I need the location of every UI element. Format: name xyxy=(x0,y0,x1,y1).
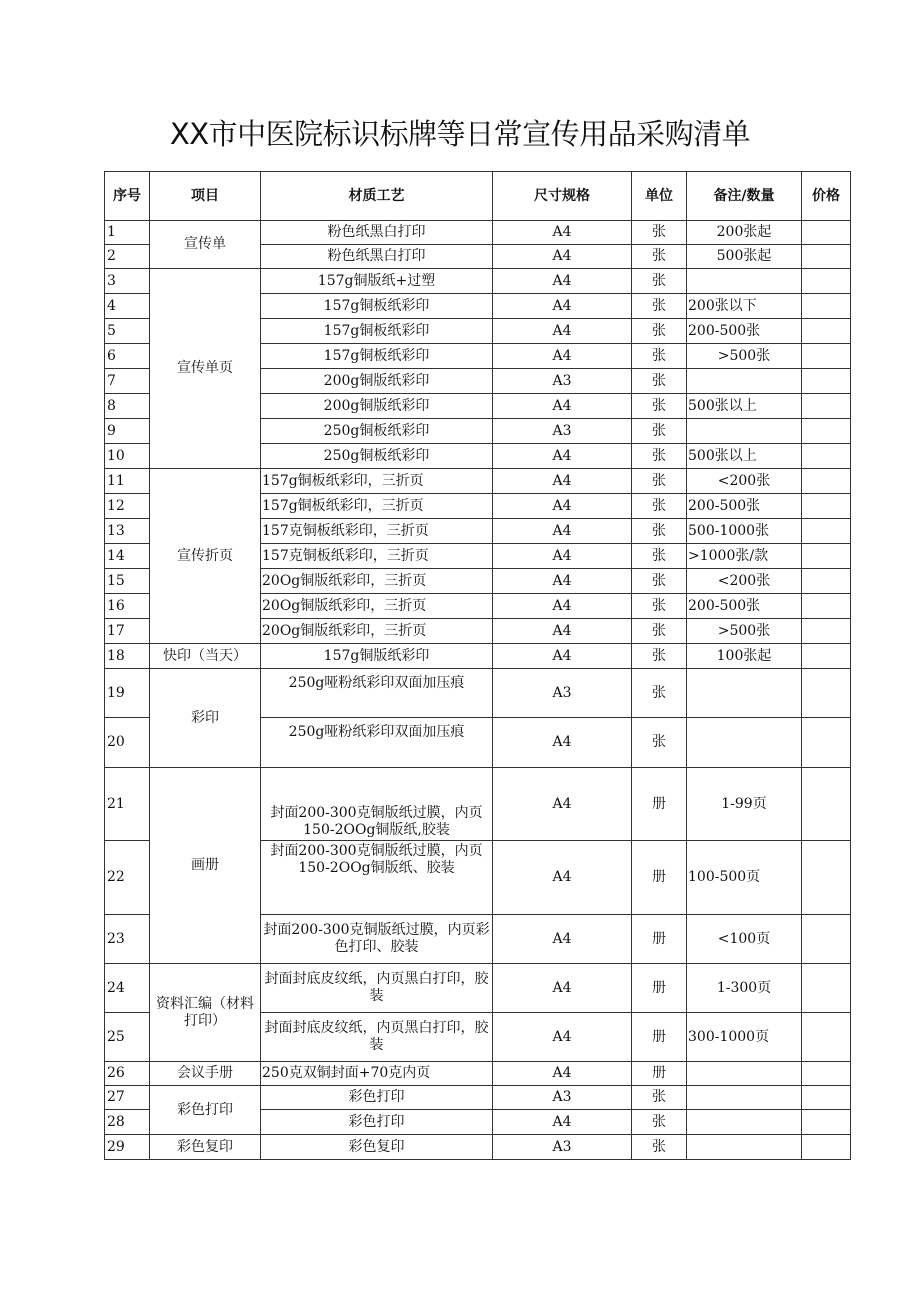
price-cell xyxy=(802,1110,851,1135)
unit-cell: 张 xyxy=(632,1135,687,1160)
price-cell xyxy=(802,964,851,1013)
material-cell: 250g哑粉纸彩印双面加压痕 xyxy=(261,669,493,718)
note-cell: >1000张/款 xyxy=(687,544,802,569)
row-number: 28 xyxy=(105,1110,150,1135)
material-cell: 157g铜版纸+过塑 xyxy=(261,269,493,294)
material-cell: 封面封底皮纹纸，内页黑白打印，胶装 xyxy=(261,1013,493,1062)
material-cell: 157克铜板纸彩印，三折页 xyxy=(261,544,493,569)
size-cell: A4 xyxy=(493,221,632,245)
unit-cell: 张 xyxy=(632,494,687,519)
table-row xyxy=(105,1135,851,1160)
size-cell: A4 xyxy=(493,269,632,294)
unit-cell: 张 xyxy=(632,369,687,394)
material-cell: 157g铜板纸彩印 xyxy=(261,319,493,344)
unit-cell: 张 xyxy=(632,221,687,245)
note-cell: >500张 xyxy=(687,619,802,644)
material-cell: 157克铜板纸彩印，三折页 xyxy=(261,519,493,544)
material-cell: 157g铜板纸彩印 xyxy=(261,344,493,369)
unit-cell: 张 xyxy=(632,1110,687,1135)
size-cell: A4 xyxy=(493,444,632,469)
row-number: 9 xyxy=(105,419,150,444)
size-cell: A4 xyxy=(493,1110,632,1135)
note-cell xyxy=(687,669,802,718)
unit-cell: 张 xyxy=(632,344,687,369)
row-number: 12 xyxy=(105,494,150,519)
unit-cell: 张 xyxy=(632,718,687,768)
note-cell xyxy=(687,1086,802,1110)
group-label: 会议手册 xyxy=(150,1062,261,1086)
price-cell xyxy=(802,1135,851,1160)
row-number: 26 xyxy=(105,1062,150,1086)
note-cell: 500张以上 xyxy=(687,444,802,469)
material-cell: 彩色打印 xyxy=(261,1110,493,1135)
price-cell xyxy=(802,444,851,469)
size-cell: A4 xyxy=(493,619,632,644)
unit-cell: 张 xyxy=(632,569,687,594)
unit-cell: 册 xyxy=(632,1013,687,1062)
note-cell xyxy=(687,1135,802,1160)
header-size: 尺寸规格 xyxy=(493,172,632,221)
price-cell xyxy=(802,245,851,269)
group-label: 画册 xyxy=(150,768,261,964)
size-cell: A3 xyxy=(493,669,632,718)
note-cell xyxy=(687,269,802,294)
price-cell xyxy=(802,294,851,319)
row-number: 17 xyxy=(105,619,150,644)
unit-cell: 张 xyxy=(632,1086,687,1110)
unit-cell: 张 xyxy=(632,394,687,419)
material-cell: 封面200-300克铜版纸过膜，内页150-2OOg铜版纸、胶装 xyxy=(261,841,493,915)
material-cell: 彩色复印 xyxy=(261,1135,493,1160)
row-number: 24 xyxy=(105,964,150,1013)
size-cell: A4 xyxy=(493,768,632,841)
note-cell: 500张起 xyxy=(687,245,802,269)
price-cell xyxy=(802,915,851,964)
row-number: 20 xyxy=(105,718,150,768)
row-number: 14 xyxy=(105,544,150,569)
note-cell xyxy=(687,419,802,444)
price-cell xyxy=(802,519,851,544)
size-cell: A4 xyxy=(493,344,632,369)
material-cell: 250g铜板纸彩印 xyxy=(261,419,493,444)
price-cell xyxy=(802,419,851,444)
unit-cell: 张 xyxy=(632,419,687,444)
price-cell xyxy=(802,269,851,294)
unit-cell: 册 xyxy=(632,1062,687,1086)
note-cell: 200-500张 xyxy=(687,494,802,519)
size-cell: A4 xyxy=(493,294,632,319)
note-cell: 200张起 xyxy=(687,221,802,245)
note-cell: 200张以下 xyxy=(687,294,802,319)
price-cell xyxy=(802,494,851,519)
price-cell xyxy=(802,718,851,768)
header-row xyxy=(105,172,851,221)
note-cell: 100张起 xyxy=(687,644,802,669)
group-label: 彩色打印 xyxy=(150,1086,261,1135)
row-number: 29 xyxy=(105,1135,150,1160)
price-cell xyxy=(802,469,851,494)
size-cell: A4 xyxy=(493,394,632,419)
size-cell: A4 xyxy=(493,841,632,915)
group-label: 资料汇编（材料打印） xyxy=(150,964,261,1062)
material-cell: 157g铜板纸彩印 xyxy=(261,294,493,319)
price-cell xyxy=(802,369,851,394)
row-number: 16 xyxy=(105,594,150,619)
price-cell xyxy=(802,619,851,644)
size-cell: A4 xyxy=(493,718,632,768)
unit-cell: 张 xyxy=(632,619,687,644)
unit-cell: 张 xyxy=(632,319,687,344)
material-cell: 250g铜板纸彩印 xyxy=(261,444,493,469)
price-cell xyxy=(802,841,851,915)
unit-cell: 张 xyxy=(632,644,687,669)
row-number: 18 xyxy=(105,644,150,669)
note-cell: >500张 xyxy=(687,344,802,369)
price-cell xyxy=(802,394,851,419)
table-row xyxy=(105,269,851,294)
row-number: 23 xyxy=(105,915,150,964)
size-cell: A4 xyxy=(493,644,632,669)
row-number: 3 xyxy=(105,269,150,294)
page-title: XX市中医院标识标牌等日常宣传用品采购清单 xyxy=(169,117,751,151)
unit-cell: 张 xyxy=(632,469,687,494)
header-item: 项目 xyxy=(150,172,261,221)
price-cell xyxy=(802,1062,851,1086)
material-cell: 封面封底皮纹纸，内页黑白打印，胶装 xyxy=(261,964,493,1013)
group-label: 宣传折页 xyxy=(150,469,261,644)
size-cell: A3 xyxy=(493,1135,632,1160)
row-number: 8 xyxy=(105,394,150,419)
unit-cell: 张 xyxy=(632,544,687,569)
size-cell: A4 xyxy=(493,469,632,494)
material-cell: 250g哑粉纸彩印双面加压痕 xyxy=(261,718,493,768)
price-cell xyxy=(802,221,851,245)
note-cell xyxy=(687,1110,802,1135)
unit-cell: 册 xyxy=(632,841,687,915)
material-cell: 200g铜版纸彩印 xyxy=(261,369,493,394)
header-seq: 序号 xyxy=(105,172,150,221)
material-cell: 250克双铜封面+70克内页 xyxy=(261,1062,493,1086)
material-cell: 20Og铜版纸彩印，三折页 xyxy=(261,569,493,594)
note-cell xyxy=(687,1062,802,1086)
size-cell: A4 xyxy=(493,569,632,594)
size-cell: A3 xyxy=(493,1086,632,1110)
row-number: 15 xyxy=(105,569,150,594)
material-cell: 粉色纸黑白打印 xyxy=(261,221,493,245)
price-cell xyxy=(802,544,851,569)
note-cell: 500-1000张 xyxy=(687,519,802,544)
note-cell: 200-500张 xyxy=(687,319,802,344)
row-number: 27 xyxy=(105,1086,150,1110)
size-cell: A4 xyxy=(493,915,632,964)
unit-cell: 张 xyxy=(632,669,687,718)
row-number: 11 xyxy=(105,469,150,494)
price-cell xyxy=(802,594,851,619)
group-label: 快印（当天） xyxy=(150,644,261,669)
size-cell: A4 xyxy=(493,1062,632,1086)
size-cell: A4 xyxy=(493,964,632,1013)
table-row xyxy=(105,768,851,841)
price-cell xyxy=(802,344,851,369)
material-cell: 粉色纸黑白打印 xyxy=(261,245,493,269)
header-price: 价格 xyxy=(802,172,851,221)
note-cell: 1-300页 xyxy=(687,964,802,1013)
unit-cell: 册 xyxy=(632,915,687,964)
size-cell: A4 xyxy=(493,594,632,619)
material-cell: 20Og铜版纸彩印，三折页 xyxy=(261,619,493,644)
note-cell: 1-99页 xyxy=(687,768,802,841)
row-number: 22 xyxy=(105,841,150,915)
size-cell: A4 xyxy=(493,519,632,544)
material-cell: 157g铜板纸彩印，三折页 xyxy=(261,494,493,519)
note-cell xyxy=(687,718,802,768)
material-cell: 封面200-300克铜版纸过膜，内页彩色打印、胶装 xyxy=(261,915,493,964)
size-cell: A4 xyxy=(493,544,632,569)
price-cell xyxy=(802,569,851,594)
unit-cell: 册 xyxy=(632,768,687,841)
row-number: 7 xyxy=(105,369,150,394)
material-cell: 157g铜板纸彩印，三折页 xyxy=(261,469,493,494)
note-cell: <200张 xyxy=(687,569,802,594)
note-cell: 100-500页 xyxy=(687,841,802,915)
table-row xyxy=(105,669,851,718)
price-cell xyxy=(802,768,851,841)
table-row xyxy=(105,644,851,669)
header-material: 材质工艺 xyxy=(261,172,493,221)
row-number: 19 xyxy=(105,669,150,718)
group-label: 宣传单页 xyxy=(150,269,261,469)
row-number: 1 xyxy=(105,221,150,245)
row-number: 4 xyxy=(105,294,150,319)
row-number: 21 xyxy=(105,768,150,841)
table-row xyxy=(105,1062,851,1086)
material-cell: 20Og铜版纸彩印，三折页 xyxy=(261,594,493,619)
size-cell: A3 xyxy=(493,369,632,394)
group-label: 彩印 xyxy=(150,669,261,768)
unit-cell: 张 xyxy=(632,519,687,544)
row-number: 6 xyxy=(105,344,150,369)
size-cell: A4 xyxy=(493,245,632,269)
unit-cell: 张 xyxy=(632,594,687,619)
unit-cell: 张 xyxy=(632,245,687,269)
unit-cell: 张 xyxy=(632,294,687,319)
row-number: 5 xyxy=(105,319,150,344)
row-number: 13 xyxy=(105,519,150,544)
unit-cell: 张 xyxy=(632,269,687,294)
note-cell xyxy=(687,369,802,394)
unit-cell: 册 xyxy=(632,964,687,1013)
price-cell xyxy=(802,319,851,344)
price-cell xyxy=(802,1086,851,1110)
size-cell: A4 xyxy=(493,494,632,519)
price-cell xyxy=(802,669,851,718)
header-unit: 单位 xyxy=(632,172,687,221)
row-number: 25 xyxy=(105,1013,150,1062)
size-cell: A4 xyxy=(493,319,632,344)
price-cell xyxy=(802,644,851,669)
procurement-table xyxy=(104,171,851,1160)
row-number: 2 xyxy=(105,245,150,269)
table-row xyxy=(105,221,851,245)
material-cell: 157g铜版纸彩印 xyxy=(261,644,493,669)
size-cell: A3 xyxy=(493,419,632,444)
table-row xyxy=(105,1086,851,1110)
table-row xyxy=(105,964,851,1013)
material-cell: 200g铜版纸彩印 xyxy=(261,394,493,419)
material-cell: 封面200-300克铜版纸过膜，内页150-2OOg铜版纸,胶装 xyxy=(261,768,493,841)
size-cell: A4 xyxy=(493,1013,632,1062)
group-label: 宣传单 xyxy=(150,221,261,269)
note-cell: 200-500张 xyxy=(687,594,802,619)
group-label: 彩色复印 xyxy=(150,1135,261,1160)
table-row xyxy=(105,469,851,494)
note-cell: <100页 xyxy=(687,915,802,964)
note-cell: 500张以上 xyxy=(687,394,802,419)
header-note: 备注/数量 xyxy=(687,172,802,221)
note-cell: 300-1000页 xyxy=(687,1013,802,1062)
note-cell: <200张 xyxy=(687,469,802,494)
unit-cell: 张 xyxy=(632,444,687,469)
material-cell: 彩色打印 xyxy=(261,1086,493,1110)
price-cell xyxy=(802,1013,851,1062)
row-number: 10 xyxy=(105,444,150,469)
